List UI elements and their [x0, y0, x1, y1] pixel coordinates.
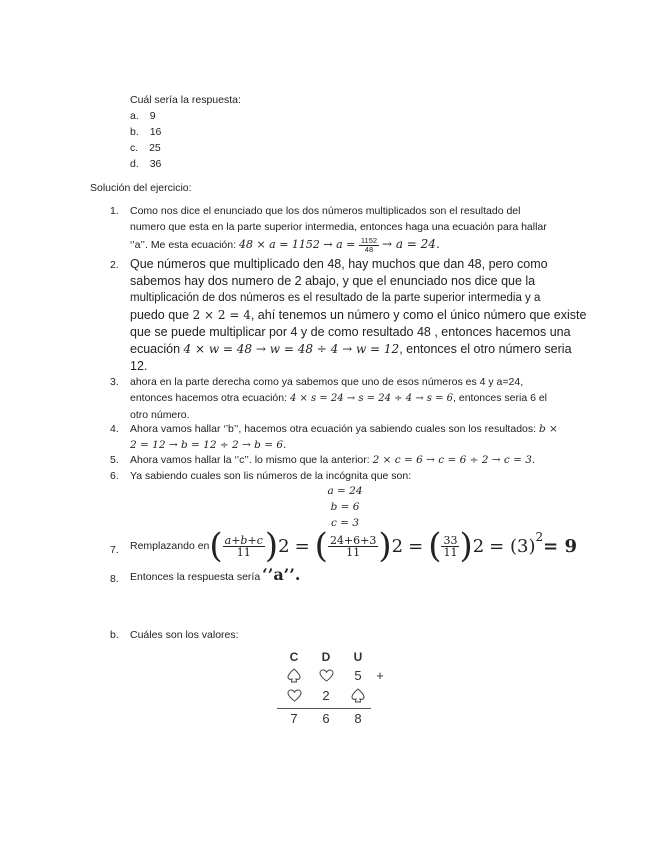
option-letter: c. [130, 142, 139, 154]
step-1 [130, 203, 547, 253]
plus-sign: + [376, 668, 384, 683]
fraction-denominator: 11 [346, 545, 361, 559]
step-number: 2. [110, 259, 119, 271]
step-2-line [130, 341, 586, 358]
option-value: 36 [149, 158, 162, 170]
step-8-answer: ‘’a’’. [262, 565, 301, 584]
header-d: D [321, 650, 331, 664]
open-paren: ( [209, 526, 223, 566]
step-3 [130, 374, 547, 423]
step-2-line: multiplicación de dos números es el resultado de la parte superior intermedia y a [130, 292, 541, 304]
part-b-letter: b. [110, 629, 119, 641]
header-c: C [289, 650, 299, 664]
step-number: 5. [110, 454, 119, 466]
close-paren: ) [459, 526, 473, 566]
step-number: 4. [110, 423, 119, 435]
fraction-sum [441, 535, 459, 558]
step-2-equation: 2 × 2 = 4 [192, 308, 251, 322]
digit-2: 2 [322, 688, 330, 703]
sum-line [277, 708, 371, 709]
step-1-equation: 48 × a = 1152 → a = [238, 238, 359, 251]
fraction-values [328, 535, 378, 558]
value-a: a = 24 [327, 485, 363, 497]
option-letter: b. [130, 126, 139, 138]
close-paren: ) [378, 526, 392, 566]
question-prompt: Cuál sería la respuesta: [130, 94, 241, 106]
spade-icon [345, 688, 371, 703]
step-5-text: Ahora vamos hallar la ‘’c’’. lo mismo que la anterior: [130, 454, 373, 466]
exponent: 2 [535, 530, 544, 544]
step-7-label: Remplazando en [130, 540, 210, 552]
addition-puzzle [275, 648, 395, 730]
equals-sign: = [408, 535, 424, 557]
part-b-title: Cuáles son los valores: [130, 629, 239, 641]
step-2-text: ecuación [130, 342, 184, 356]
step-2-text: , ahí tenemos un número y como el único número que existe [250, 308, 587, 322]
spade-icon [281, 668, 307, 683]
option-value: 25 [149, 142, 161, 154]
value-b: b = 6 [330, 501, 360, 513]
step-number: 6. [110, 470, 119, 482]
option-d [130, 156, 161, 172]
open-paren: ( [428, 526, 442, 566]
fraction-numerator: a+b+c [224, 533, 263, 547]
step-5-equation: 2 × c = 6 → c = 6 ÷ 2 → c = 3. [372, 454, 536, 466]
option-b [130, 124, 161, 140]
result-digit: 6 [322, 711, 330, 726]
header-u: U [353, 650, 363, 664]
step-5 [130, 452, 535, 468]
step-2-line: que se puede multiplicar por 4 y de como resultado 48 , entonces hacemos una [130, 325, 571, 339]
heart-icon [281, 689, 307, 702]
step-7-expression [130, 524, 577, 568]
step-5-line [130, 452, 535, 468]
result-digit: 7 [290, 711, 298, 726]
option-letter: a. [130, 110, 139, 122]
option-a [130, 108, 156, 124]
option-value: 9 [149, 110, 156, 122]
heart-icon [313, 669, 339, 682]
step-number: 1. [110, 205, 119, 217]
step-number: 7. [110, 544, 119, 556]
fraction-denominator: 48 [364, 244, 374, 254]
fraction-numerator: 24+6+3 [329, 533, 377, 547]
step-4 [130, 421, 558, 453]
fraction-numerator: 33 [443, 533, 458, 547]
step-3-line: otro número. [130, 409, 190, 421]
exponent: 2 [391, 535, 404, 557]
fraction-denominator: 11 [443, 545, 458, 559]
open-paren: ( [314, 526, 328, 566]
step-3-text: entonces hacemos otra ecuación: [130, 392, 290, 404]
step-2-line: Que números que multiplicado den 48, hay muchos que dan 48, pero como [130, 257, 548, 271]
step-3-line: ahora en la parte derecha como ya sabemos que uno de esos números es 4 y a=24, [130, 376, 524, 388]
step-1-line: Como nos dice el enunciado que los dos números multiplicados son el resultado del [130, 205, 521, 217]
step-3-text: , entonces seria 6 el [453, 392, 548, 404]
step-2-line: sabemos hay dos numero de 2 abajo, y que el enunciado nos dice que la [130, 274, 536, 288]
step-1-line: numero que esta en la parte superior intermedia, entonces haga una ecuación para hallar [130, 221, 547, 233]
option-c [130, 140, 161, 156]
step-4-text: Ahora vamos hallar ‘’b’’, hacemos otra ecuación ya sabiendo cuales son los resultados: [130, 423, 539, 435]
step-2-text: puedo que [130, 308, 193, 322]
digit-5: 5 [354, 668, 362, 683]
step-7-result: = 9 [543, 535, 577, 557]
option-letter: d. [130, 158, 139, 170]
step-2-line [130, 307, 586, 324]
step-6-line: Ya sabiendo cuales son lis números de la incógnita que son: [130, 470, 412, 482]
step-8 [130, 565, 300, 585]
solution-title: Solución del ejercicio: [90, 182, 192, 194]
step-1-fraction [359, 237, 379, 253]
step-1-equation-line [130, 236, 547, 253]
step-7-tail: = (3) [489, 535, 536, 557]
close-paren: ) [264, 526, 279, 566]
step-8-text: Entonces la respuesta sería [130, 571, 261, 583]
step-3-equation: 4 × s = 24 → s = 24 ÷ 4 → s = 6 [289, 393, 454, 404]
step-1-text: ‘’a’’. Me esta ecuación: [130, 239, 239, 251]
option-value: 16 [149, 126, 162, 138]
result-digit: 8 [354, 711, 362, 726]
step-4-equation: b × [538, 423, 558, 435]
fraction-abc [223, 535, 265, 558]
step-4-line [130, 421, 558, 437]
value-c: c = 3 [330, 517, 360, 529]
exponent: 2 [278, 535, 290, 557]
step-4-equation: 2 = 12 → b = 12 ÷ 2 → b = 6. [130, 439, 287, 451]
step-2-line: 12. [130, 359, 148, 373]
step-number: 8. [110, 573, 119, 585]
exponent: 2 [472, 535, 485, 557]
step-3-line [130, 390, 547, 407]
step-2 [130, 256, 586, 375]
fraction-denominator: 11 [236, 545, 251, 559]
step-number: 3. [110, 376, 119, 388]
step-1-result: → a = 24. [381, 237, 440, 251]
step-2-equation: 4 × w = 48 → w = 48 ÷ 4 → w = 12 [183, 342, 400, 356]
fraction-numerator: 1152 [360, 236, 378, 246]
step-2-text: , entonces el otro número seria [399, 342, 572, 356]
equals-sign: = [294, 535, 310, 557]
